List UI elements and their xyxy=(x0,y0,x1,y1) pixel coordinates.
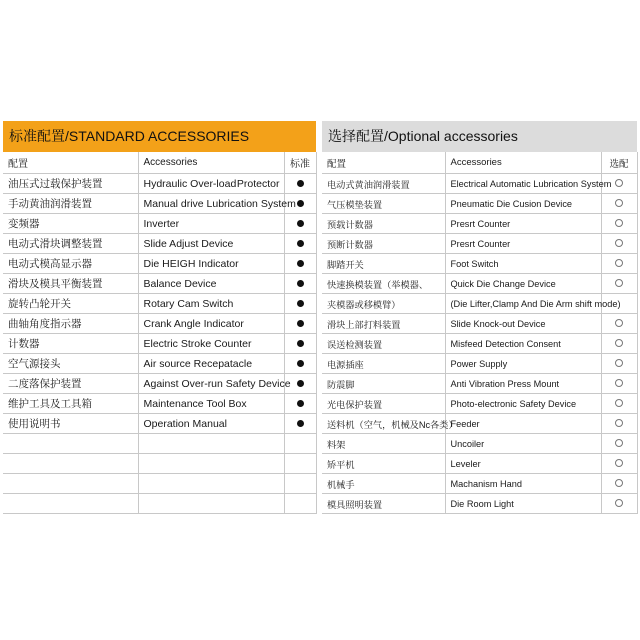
filled-dot-icon xyxy=(297,200,304,207)
table-row xyxy=(322,474,637,494)
standard-mark xyxy=(284,234,316,254)
accessory-en: (Die Lifter,Clamp And Die Arm shift mode) xyxy=(445,294,601,314)
table-row xyxy=(3,174,316,194)
optional-mark xyxy=(601,394,637,414)
config-cn: 二度落保护装置 xyxy=(3,374,138,394)
optional-title: 选择配置/Optional accessories xyxy=(322,121,637,152)
filled-dot-icon xyxy=(297,360,304,367)
config-cn: 气压模垫装置 xyxy=(322,194,445,214)
table-row xyxy=(322,394,637,414)
config-cn: 滑块及模具平衡装置 xyxy=(3,274,138,294)
accessory-en: Uncoiler xyxy=(445,434,601,454)
config-cn: 模具照明装置 xyxy=(322,494,445,514)
hollow-circle-icon xyxy=(615,399,623,407)
config-cn: 计数器 xyxy=(3,334,138,354)
optional-mark xyxy=(601,274,637,294)
hollow-circle-icon xyxy=(615,219,623,227)
hollow-circle-icon xyxy=(615,419,623,427)
filled-dot-icon xyxy=(297,240,304,247)
config-cn: 变频器 xyxy=(3,214,138,234)
table-row xyxy=(322,214,637,234)
config-cn: 空气源接头 xyxy=(3,354,138,374)
accessory-en: Pneumatic Die Cusion Device xyxy=(445,194,601,214)
optional-header-row xyxy=(322,152,637,174)
empty-row xyxy=(3,454,316,474)
empty-cell xyxy=(3,474,138,494)
accessory-en: Quick Die Change Device xyxy=(445,274,601,294)
empty-cell xyxy=(284,454,316,474)
accessory-en-split xyxy=(144,178,284,190)
empty-cell xyxy=(138,474,284,494)
optional-mark xyxy=(601,474,637,494)
optional-mark xyxy=(601,494,637,514)
table-row xyxy=(322,494,637,514)
config-cn: 电动式黄油润滑装置 xyxy=(322,174,445,194)
table-row xyxy=(3,414,316,434)
table-row xyxy=(322,454,637,474)
col-standard: 标准 xyxy=(284,152,316,174)
table-row xyxy=(3,334,316,354)
standard-mark xyxy=(284,214,316,234)
accessory-en: Photo-electronic Safety Device xyxy=(445,394,601,414)
table-row xyxy=(322,274,637,294)
table-row xyxy=(322,234,637,254)
table-row xyxy=(3,314,316,334)
accessory-en: Slide Adjust Device xyxy=(138,234,284,254)
filled-dot-icon xyxy=(297,220,304,227)
accessory-en: Rotary Cam Switch xyxy=(138,294,284,314)
hollow-circle-icon xyxy=(615,439,623,447)
config-cn: 机械手 xyxy=(322,474,445,494)
standard-mark xyxy=(284,334,316,354)
accessory-en: Die HEIGH Indicator xyxy=(138,254,284,274)
table-row xyxy=(322,314,637,334)
optional-mark xyxy=(601,194,637,214)
empty-cell xyxy=(3,454,138,474)
table-row xyxy=(3,214,316,234)
empty-cell xyxy=(3,434,138,454)
accessory-en: Manual drive Lubrication System xyxy=(138,194,284,214)
accessory-en: Machanism Hand xyxy=(445,474,601,494)
standard-title: 标准配置/STANDARD ACCESSORIES xyxy=(3,121,316,152)
table-row xyxy=(322,434,637,454)
empty-cell xyxy=(284,434,316,454)
filled-dot-icon xyxy=(297,260,304,267)
table-row xyxy=(3,254,316,274)
table-row xyxy=(322,194,637,214)
accessory-en-part-a: Hydraulic Over-load xyxy=(143,177,237,190)
standard-mark xyxy=(284,414,316,434)
filled-dot-icon xyxy=(297,380,304,387)
table-row xyxy=(322,334,637,354)
table-row xyxy=(3,274,316,294)
table-row xyxy=(322,294,637,314)
accessory-en: Anti Vibration Press Mount xyxy=(445,374,601,394)
config-cn: 维护工具及工具箱 xyxy=(3,394,138,414)
col-accessories: Accessories xyxy=(138,152,284,174)
accessory-en: Balance Device xyxy=(138,274,284,294)
config-cn: 光电保护装置 xyxy=(322,394,445,414)
hollow-circle-icon xyxy=(615,199,623,207)
table-row xyxy=(3,294,316,314)
hollow-circle-icon xyxy=(615,379,623,387)
empty-row xyxy=(3,474,316,494)
optional-mark xyxy=(601,414,637,434)
optional-mark xyxy=(601,314,637,334)
hollow-circle-icon xyxy=(615,259,623,267)
optional-mark xyxy=(601,334,637,354)
accessory-en: Maintenance Tool Box xyxy=(138,394,284,414)
config-cn: 脚踏开关 xyxy=(322,254,445,274)
accessory-en: Presrt Counter xyxy=(445,234,601,254)
config-cn: 电动式模高显示器 xyxy=(3,254,138,274)
standard-mark xyxy=(284,274,316,294)
config-cn: 料架 xyxy=(322,434,445,454)
hollow-circle-icon xyxy=(615,359,623,367)
table-row xyxy=(3,394,316,414)
filled-dot-icon xyxy=(297,320,304,327)
hollow-circle-icon xyxy=(615,499,623,507)
empty-cell xyxy=(138,434,284,454)
optional-accessories-panel xyxy=(322,121,637,514)
empty-cell xyxy=(284,494,316,514)
config-cn: 手动黄油润滑装置 xyxy=(3,194,138,214)
config-cn: 曲轴角度指示器 xyxy=(3,314,138,334)
accessory-en: Die Room Light xyxy=(445,494,601,514)
accessory-en-part-b: Protector xyxy=(236,177,280,190)
accessory-en: Air source Recepatacle xyxy=(138,354,284,374)
accessory-en: Electrical Automatic Lubrication System xyxy=(445,174,601,194)
col-accessories: Accessories xyxy=(445,152,601,174)
accessory-en: Crank Angle Indicator xyxy=(138,314,284,334)
standard-mark xyxy=(284,394,316,414)
config-cn: 滑块上部打料装置 xyxy=(322,314,445,334)
accessory-en: Power Supply xyxy=(445,354,601,374)
table-row xyxy=(3,374,316,394)
accessory-en: Operation Manual xyxy=(138,414,284,434)
config-cn: 预断计数器 xyxy=(322,234,445,254)
optional-mark xyxy=(601,354,637,374)
accessory-en: Feeder xyxy=(445,414,601,434)
standard-table xyxy=(3,152,317,514)
empty-row xyxy=(3,494,316,514)
hollow-circle-icon xyxy=(615,319,623,327)
empty-cell xyxy=(138,454,284,474)
config-cn: 送料机（空气，机械及Nc各类） xyxy=(322,414,445,434)
optional-mark xyxy=(601,214,637,234)
optional-mark xyxy=(601,254,637,274)
config-cn: 防震脚 xyxy=(322,374,445,394)
accessory-en: Against Over-run Safety Device xyxy=(138,374,284,394)
table-row xyxy=(3,354,316,374)
config-cn: 电源插座 xyxy=(322,354,445,374)
hollow-circle-icon xyxy=(615,179,623,187)
filled-dot-icon xyxy=(297,340,304,347)
accessory-en: Presrt Counter xyxy=(445,214,601,234)
col-config: 配置 xyxy=(3,152,138,174)
empty-cell xyxy=(284,474,316,494)
standard-mark xyxy=(284,314,316,334)
standard-mark xyxy=(284,294,316,314)
accessory-en: Leveler xyxy=(445,454,601,474)
col-optional: 选配 xyxy=(601,152,637,174)
table-row xyxy=(322,174,637,194)
hollow-circle-icon xyxy=(615,479,623,487)
filled-dot-icon xyxy=(297,280,304,287)
filled-dot-icon xyxy=(297,300,304,307)
config-cn: 电动式滑块调整装置 xyxy=(3,234,138,254)
config-cn: 预载计数器 xyxy=(322,214,445,234)
config-cn: 使用说明书 xyxy=(3,414,138,434)
optional-mark xyxy=(601,434,637,454)
standard-header-row xyxy=(3,152,316,174)
standard-mark xyxy=(284,254,316,274)
standard-accessories-panel xyxy=(3,121,316,514)
config-cn: 误送检测装置 xyxy=(322,334,445,354)
optional-mark xyxy=(601,234,637,254)
table-row xyxy=(3,234,316,254)
hollow-circle-icon xyxy=(615,339,623,347)
accessory-en: Slide Knock-out Device xyxy=(445,314,601,334)
accessory-en: Misfeed Detection Consent xyxy=(445,334,601,354)
empty-cell xyxy=(138,494,284,514)
optional-table xyxy=(322,152,638,514)
table-row xyxy=(322,254,637,274)
config-cn: 矫平机 xyxy=(322,454,445,474)
table-row xyxy=(322,354,637,374)
optional-mark xyxy=(601,454,637,474)
filled-dot-icon xyxy=(297,420,304,427)
empty-cell xyxy=(3,494,138,514)
filled-dot-icon xyxy=(297,180,304,187)
optional-mark xyxy=(601,374,637,394)
accessory-en: Inverter xyxy=(138,214,284,234)
table-row xyxy=(322,374,637,394)
filled-dot-icon xyxy=(297,400,304,407)
accessory-en: Foot Switch xyxy=(445,254,601,274)
hollow-circle-icon xyxy=(615,279,623,287)
accessory-en xyxy=(138,174,284,194)
standard-mark xyxy=(284,354,316,374)
col-config: 配置 xyxy=(322,152,445,174)
empty-row xyxy=(3,434,316,454)
hollow-circle-icon xyxy=(615,459,623,467)
standard-mark xyxy=(284,174,316,194)
config-cn: 油压式过载保护装置 xyxy=(3,174,138,194)
hollow-circle-icon xyxy=(615,239,623,247)
config-cn: 夹模器或移模臂） xyxy=(322,294,445,314)
accessory-en: Electric Stroke Counter xyxy=(138,334,284,354)
table-row xyxy=(322,414,637,434)
config-cn: 旋转凸轮开关 xyxy=(3,294,138,314)
table-row xyxy=(3,194,316,214)
config-cn: 快速换模装置（举模器、 xyxy=(322,274,445,294)
